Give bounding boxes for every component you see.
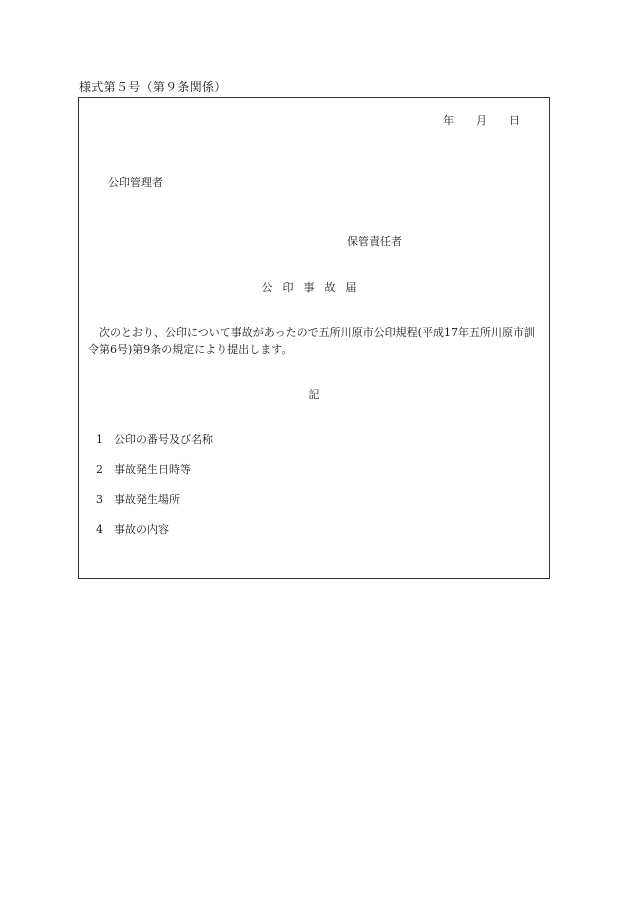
ki-heading: 記 [308, 388, 320, 401]
form-box [78, 97, 550, 579]
item-label: 事故の内容 [114, 523, 169, 536]
responsible-person-label: 保管責任者 [347, 235, 402, 248]
addressee: 公印管理者 [108, 176, 163, 189]
item-label: 事故発生日時等 [114, 463, 191, 476]
item-number: 1 [96, 433, 103, 446]
document-title: 公印事故届 [261, 281, 367, 294]
date-year-label: 年 [443, 114, 454, 127]
body-text: 次のとおり、公印について事故があったので五所川原市公印規程(平成17年五所川原市訓令第6号)第9条の規定により提出します。 [88, 326, 535, 356]
date-day-label: 日 [509, 114, 520, 127]
date-month-label: 月 [476, 114, 487, 127]
item-label: 公印の番号及び名称 [114, 433, 213, 446]
list-item [96, 493, 180, 507]
list-item [96, 433, 213, 447]
list-item [96, 523, 169, 537]
item-number: 3 [96, 493, 103, 506]
item-number: 4 [96, 523, 103, 536]
form-number: 様式第５号（第９条関係） [79, 80, 227, 94]
list-item [96, 463, 191, 477]
item-label: 事故発生場所 [114, 493, 180, 506]
date-line [443, 114, 520, 128]
item-number: 2 [96, 463, 103, 476]
